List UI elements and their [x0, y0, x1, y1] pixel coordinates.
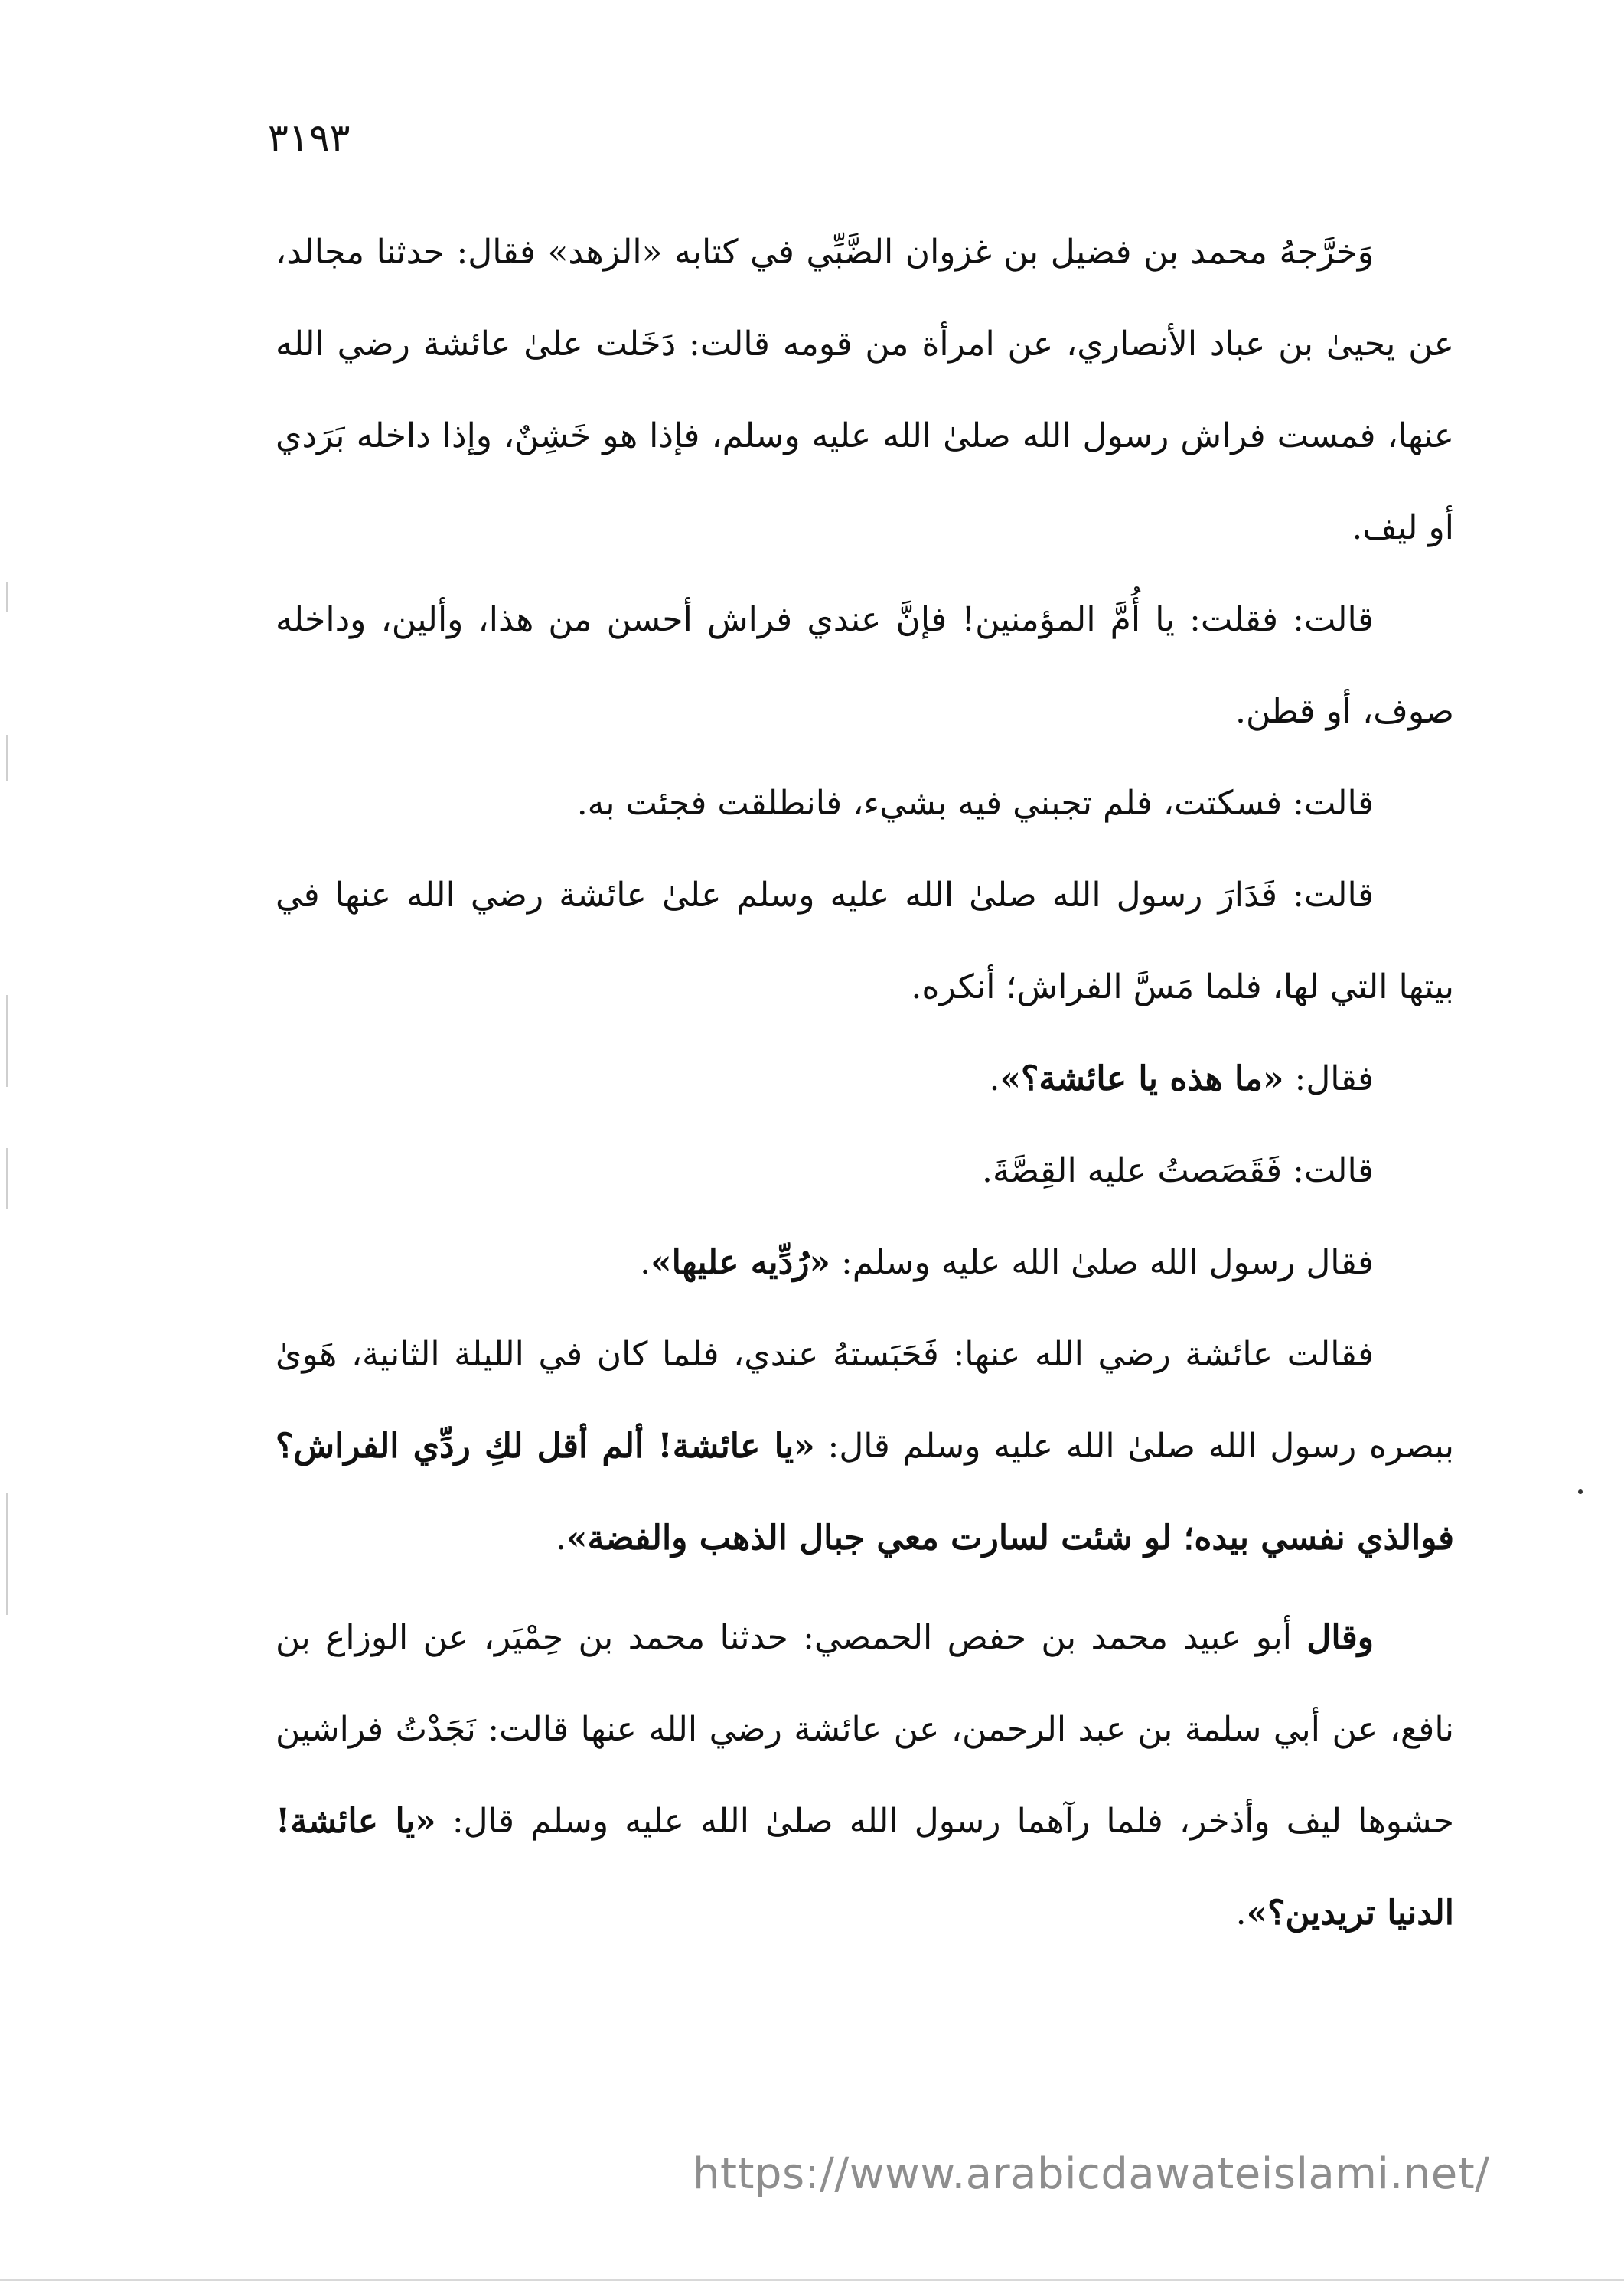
bold-quote-text: «ما هذه يا عائشة؟»	[1000, 1059, 1284, 1098]
scan-edge-mark	[6, 1148, 8, 1209]
bold-quote-text: «رُدِّيه عليها»	[651, 1243, 830, 1282]
paragraph-text: فقال رسول الله صلىٰ الله عليه وسلم:	[830, 1243, 1374, 1282]
paragraph	[276, 850, 1454, 1033]
scan-edge-mark	[6, 995, 8, 1087]
paragraph-text: .	[640, 1243, 651, 1282]
paragraph-text: قالت: فسكتت، فلم تجبني فيه بشيء، فانطلقت فجئت به.	[576, 784, 1374, 823]
paragraph-text: فقال:	[1283, 1059, 1374, 1098]
paragraph-text: وَخرَّجهُ محمد بن فضيل بن غزوان الضَّبِّي في كتابه «الزهد» فقال: حدثنا مجالد، عن يحيىٰ بن عباد الأنصاري، عن امرأة من قومه قالت: دَخَلت علىٰ عائشة رضي الله عنها، فمست فراش رسول الله صلىٰ الله عليه وسلم، فإذا هو خَشِنٌ، وإذا داخله بَرَدي أو ليف.	[276, 233, 1454, 547]
paragraph-text: .	[1235, 1894, 1247, 1933]
bold-quote-text: «يا عائشة! ألم أقل لكِ ردِّي الفراش؟ فوالذي نفسي بيده؛ لو شئت لسارت معي جبال الذهب والفضة»	[276, 1427, 1454, 1558]
website-watermark: https://www.arabicdawateislami.net/	[693, 2149, 1490, 2199]
scan-edge-mark	[6, 582, 8, 612]
body-text	[276, 207, 1454, 1959]
paragraph	[276, 207, 1454, 574]
paragraph	[276, 758, 1454, 850]
paragraph-text: .	[556, 1519, 567, 1558]
paragraph-text: قالت: فقلت: يا أُمَّ المؤمنين! فإنَّ عندي فراش أحسن من هذا، وألين، وداخله صوف، أو قطن.	[276, 600, 1454, 731]
scan-edge-mark	[6, 1493, 8, 1615]
page-number: ٣١٩٣	[268, 116, 351, 160]
paragraph-text: أبو عبيد محمد بن حفص الحمصي: حدثنا محمد بن حِمْيَر، عن الوزاع بن نافع، عن أبي سلمة بن عبد الرحمن، عن عائشة رضي الله عنها قالت: نَجَدْتُ فراشين حشوها ليف وأذخر، فلما رآهما رسول الله صلىٰ الله عليه وسلم قال:	[276, 1618, 1454, 1841]
paragraph	[276, 1033, 1454, 1125]
paragraph-text: فقالت عائشة رضي الله عنها: فَحَبَستهُ عندي، فلما كان في الليلة الثانية، هَوىٰ ببصره رسول الله صلىٰ الله عليه وسلم قال:	[276, 1335, 1454, 1466]
paragraph-text: .	[989, 1059, 1000, 1098]
paragraph	[276, 1217, 1454, 1309]
paragraph	[276, 1592, 1454, 1959]
paragraph	[276, 574, 1454, 758]
bottom-rule	[0, 2279, 1624, 2281]
paragraph	[276, 1309, 1454, 1584]
paragraph	[276, 1125, 1454, 1217]
bold-quote-text: وقال	[1306, 1618, 1374, 1657]
scan-edge-mark	[6, 735, 8, 781]
paragraph-text: قالت: فَدَارَ رسول الله صلىٰ الله عليه وسلم علىٰ عائشة رضي الله عنها في بيتها التي لها، فلما مَسَّ الفراش؛ أنكره.	[276, 876, 1454, 1006]
paragraph-text: قالت: فَقَصَصتُ عليه القِصَّةَ.	[982, 1151, 1374, 1190]
bold-quote-text: «يا عائشة! الدنيا تريدين؟»	[276, 1802, 1454, 1933]
stray-dot	[1578, 1489, 1583, 1494]
